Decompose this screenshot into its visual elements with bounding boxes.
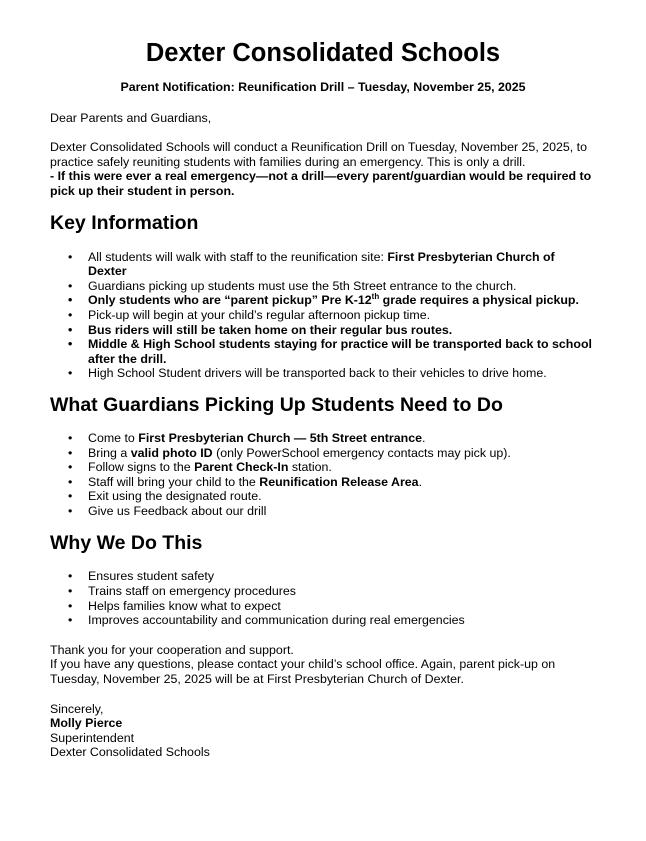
signer-role: Superintendent: [50, 730, 135, 745]
signer-organization: Dexter Consolidated Schools: [50, 745, 210, 760]
guardians-heading: What Guardians Picking Up Students Need to Do: [50, 393, 503, 416]
closing-questions: If you have any questions, please contact your child’s school office. Again, parent pick-up on Tuesday, November 25, 2025 will be at First Presbyterian Church of Dexter.: [50, 657, 556, 687]
list-item: • Trains staff on emergency procedures: [50, 584, 596, 599]
intro-emphasis: - If this were ever a real emergency—not a drill—every parent/guardian would be required to pick up their student in person.: [50, 169, 592, 198]
intro-text: Dexter Consolidated Schools will conduct a Reunification Drill on Tuesday, November 25, 2025, to practice safely reuniting students with families during an emergency. This is only a drill.: [50, 140, 587, 169]
list-item: • All students will walk with staff to the reunification site: First Presbyterian Church of Dexter: [50, 250, 596, 279]
page-title: Dexter Consolidated Schools: [145, 39, 501, 67]
list-item: • High School Student drivers will be transported back to their vehicles to drive home.: [50, 366, 596, 381]
list-item: • Improves accountability and communication during real emergencies: [50, 613, 596, 628]
list-item: • Guardians picking up students must use the 5th Street entrance to the church.: [50, 279, 596, 294]
list-item: • Come to First Presbyterian Church — 5th Street entrance.: [50, 431, 596, 446]
list-item: • Staff will bring your child to the Reunification Release Area.: [50, 475, 596, 490]
list-item: • Only students who are “parent pickup” Pre K-12th grade requires a physical pickup.: [50, 293, 596, 308]
list-item: • Bus riders will still be taken home on their regular bus routes.: [50, 323, 596, 338]
why-list: [50, 569, 596, 627]
why-heading: Why We Do This: [50, 532, 203, 555]
guardians-list: [50, 431, 596, 519]
list-item: • Middle & High School students staying for practice will be transported back to school after the drill.: [50, 337, 596, 366]
signoff: Sincerely,: [50, 701, 104, 716]
list-item: • Ensures student safety: [50, 569, 596, 584]
page-subtitle: Parent Notification: Reunification Drill – Tuesday, November 25, 2025: [120, 80, 526, 94]
list-item: • Pick-up will begin at your child’s regular afternoon pickup time.: [50, 308, 596, 323]
signature-block: [50, 702, 596, 760]
closing-thanks: Thank you for your cooperation and support.: [50, 642, 294, 657]
list-item: • Exit using the designated route.: [50, 489, 596, 504]
key-information-list: [50, 250, 596, 381]
list-item: • Follow signs to the Parent Check-In station.: [50, 460, 596, 475]
list-item: • Give us Feedback about our drill: [50, 504, 596, 519]
list-item: • Bring a valid photo ID (only PowerSchool emergency contacts may pick up).: [50, 446, 596, 461]
closing-paragraph: [50, 643, 596, 687]
intro-paragraph: [50, 140, 596, 198]
list-item: • Helps families know what to expect: [50, 599, 596, 614]
key-information-heading: Key Information: [50, 211, 199, 234]
greeting: Dear Parents and Guardians,: [50, 110, 212, 125]
signer-name: Molly Pierce: [50, 716, 123, 731]
